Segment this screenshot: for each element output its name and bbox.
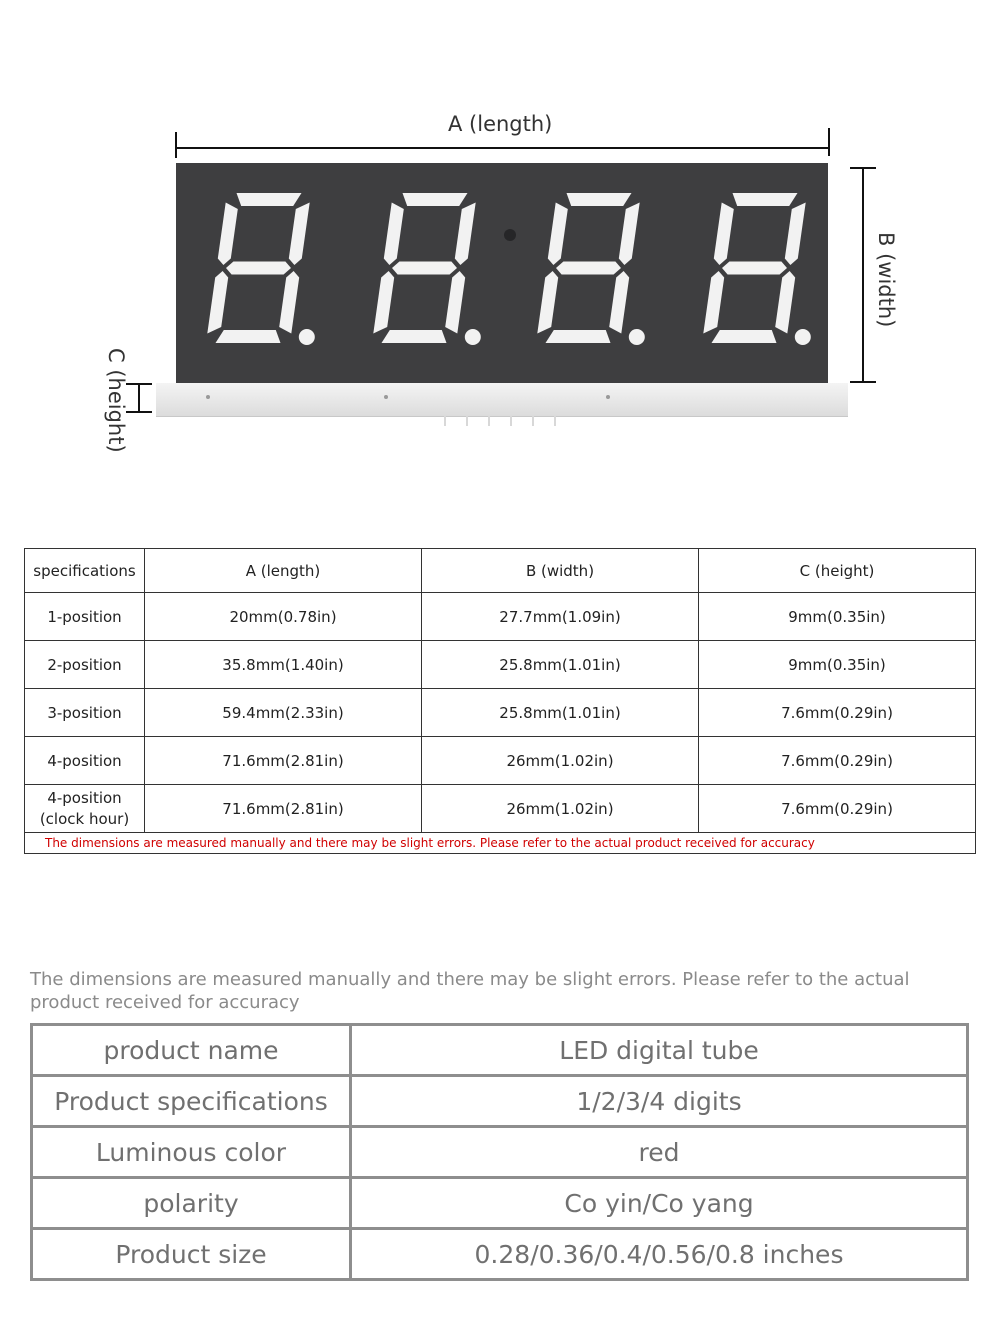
table-cell: 35.8mm(1.40in) [145, 641, 422, 689]
table-row [25, 737, 976, 785]
info-value: 0.28/0.36/0.4/0.56/0.8 inches [351, 1229, 968, 1280]
dim-c-tick-bottom [126, 411, 152, 413]
table-cell: 7.6mm(0.29in) [699, 785, 976, 833]
table-cell: 59.4mm(2.33in) [145, 689, 422, 737]
table-cell: 9mm(0.35in) [699, 641, 976, 689]
led-segment [548, 203, 568, 266]
led-segment [609, 271, 629, 334]
table-row [25, 593, 976, 641]
led-segment [619, 203, 640, 266]
info-row [32, 1178, 968, 1229]
table-cell: 71.6mm(2.81in) [145, 737, 422, 785]
info-key: Product size [32, 1229, 351, 1280]
table-note-row [25, 833, 976, 854]
header-cell: C (height) [699, 549, 976, 593]
led-segment [403, 193, 468, 206]
table-cell: 9mm(0.35in) [699, 593, 976, 641]
dim-b-label: B (width) [874, 232, 898, 328]
led-segment [703, 271, 724, 334]
led-segment [712, 330, 777, 343]
led-segment [733, 193, 798, 206]
pin [554, 416, 556, 426]
dim-b-tick-bottom [850, 381, 876, 383]
led-segment [537, 271, 558, 334]
specifications-table [24, 548, 976, 854]
led-segment [785, 203, 806, 266]
dim-a-label: A (length) [448, 112, 553, 136]
dim-b-line [862, 168, 864, 382]
info-key: Luminous color [32, 1127, 351, 1178]
led-segment [392, 262, 457, 275]
info-value: 1/2/3/4 digits [351, 1076, 968, 1127]
pin [510, 416, 512, 426]
led-segment [216, 330, 281, 343]
pin [466, 416, 468, 426]
table-cell: 25.8mm(1.01in) [422, 641, 699, 689]
dim-a-line [176, 147, 829, 149]
led-segment [289, 203, 310, 266]
led-display-base [156, 383, 848, 417]
led-segment [373, 271, 394, 334]
header-cell: A (length) [145, 549, 422, 593]
led-segment [382, 330, 447, 343]
info-key: product name [32, 1025, 351, 1076]
table-row [25, 785, 976, 833]
pin [488, 416, 490, 426]
led-segment [556, 262, 621, 275]
led-segment [384, 203, 404, 266]
header-cell: B (width) [422, 549, 699, 593]
dim-a-tick-left [175, 132, 177, 158]
table-header-row [25, 549, 976, 593]
table-row [25, 689, 976, 737]
dim-c-label: C (height) [104, 348, 128, 453]
info-key: polarity [32, 1178, 351, 1229]
table-cell: 7.6mm(0.29in) [699, 737, 976, 785]
table-cell: 25.8mm(1.01in) [422, 689, 699, 737]
table-cell: 27.7mm(1.09in) [422, 593, 699, 641]
led-segment [237, 193, 302, 206]
pin [532, 416, 534, 426]
dim-c-line [138, 383, 140, 413]
pin [444, 416, 446, 426]
base-marker [606, 395, 610, 399]
colon-dot [504, 229, 516, 241]
led-segment [279, 271, 299, 334]
info-caption: The dimensions are measured manually and there may be slight errors. Please refer to the actual product received for accuracy [30, 969, 910, 1013]
decimal-point [629, 329, 645, 345]
info-value: LED digital tube [351, 1025, 968, 1076]
measurement-note: The dimensions are measured manually and there may be slight errors. Please refer to the actual product received for accuracy [25, 833, 976, 854]
table-cell: 71.6mm(2.81in) [145, 785, 422, 833]
seven-segment-digits [176, 163, 828, 383]
info-row [32, 1025, 968, 1076]
dim-b-tick-top [850, 167, 876, 169]
led-segment [714, 203, 734, 266]
led-segment [207, 271, 228, 334]
table-cell: 4-position [25, 737, 145, 785]
dim-c-tick-top [126, 383, 152, 385]
table-cell: 26mm(1.02in) [422, 737, 699, 785]
table-cell: 2-position [25, 641, 145, 689]
info-row [32, 1076, 968, 1127]
info-value: Co yin/Co yang [351, 1178, 968, 1229]
decimal-point [299, 329, 315, 345]
led-segment [218, 203, 238, 266]
table-cell: 20mm(0.78in) [145, 593, 422, 641]
decimal-point [795, 329, 811, 345]
base-marker [384, 395, 388, 399]
led-segment [226, 262, 291, 275]
row-sublabel: (clock hour) [39, 809, 130, 828]
table-cell [25, 785, 145, 833]
header-cell: specifications [25, 549, 145, 593]
info-key: Product specifications [32, 1076, 351, 1127]
led-segment [567, 193, 632, 206]
info-value: red [351, 1127, 968, 1178]
decimal-point [465, 329, 481, 345]
table-cell: 1-position [25, 593, 145, 641]
base-marker [206, 395, 210, 399]
table-row [25, 641, 976, 689]
led-segment [546, 330, 611, 343]
table-cell: 26mm(1.02in) [422, 785, 699, 833]
led-segment [775, 271, 795, 334]
product-info-table [30, 1023, 969, 1281]
dim-a-tick-right [828, 128, 830, 156]
info-row [32, 1229, 968, 1280]
product-dimension-figure [0, 0, 1000, 470]
led-segment [445, 271, 465, 334]
row-label: 4-position [47, 788, 122, 807]
table-cell: 7.6mm(0.29in) [699, 689, 976, 737]
led-segment [722, 262, 787, 275]
table-cell: 3-position [25, 689, 145, 737]
info-row [32, 1127, 968, 1178]
led-segment [455, 203, 476, 266]
